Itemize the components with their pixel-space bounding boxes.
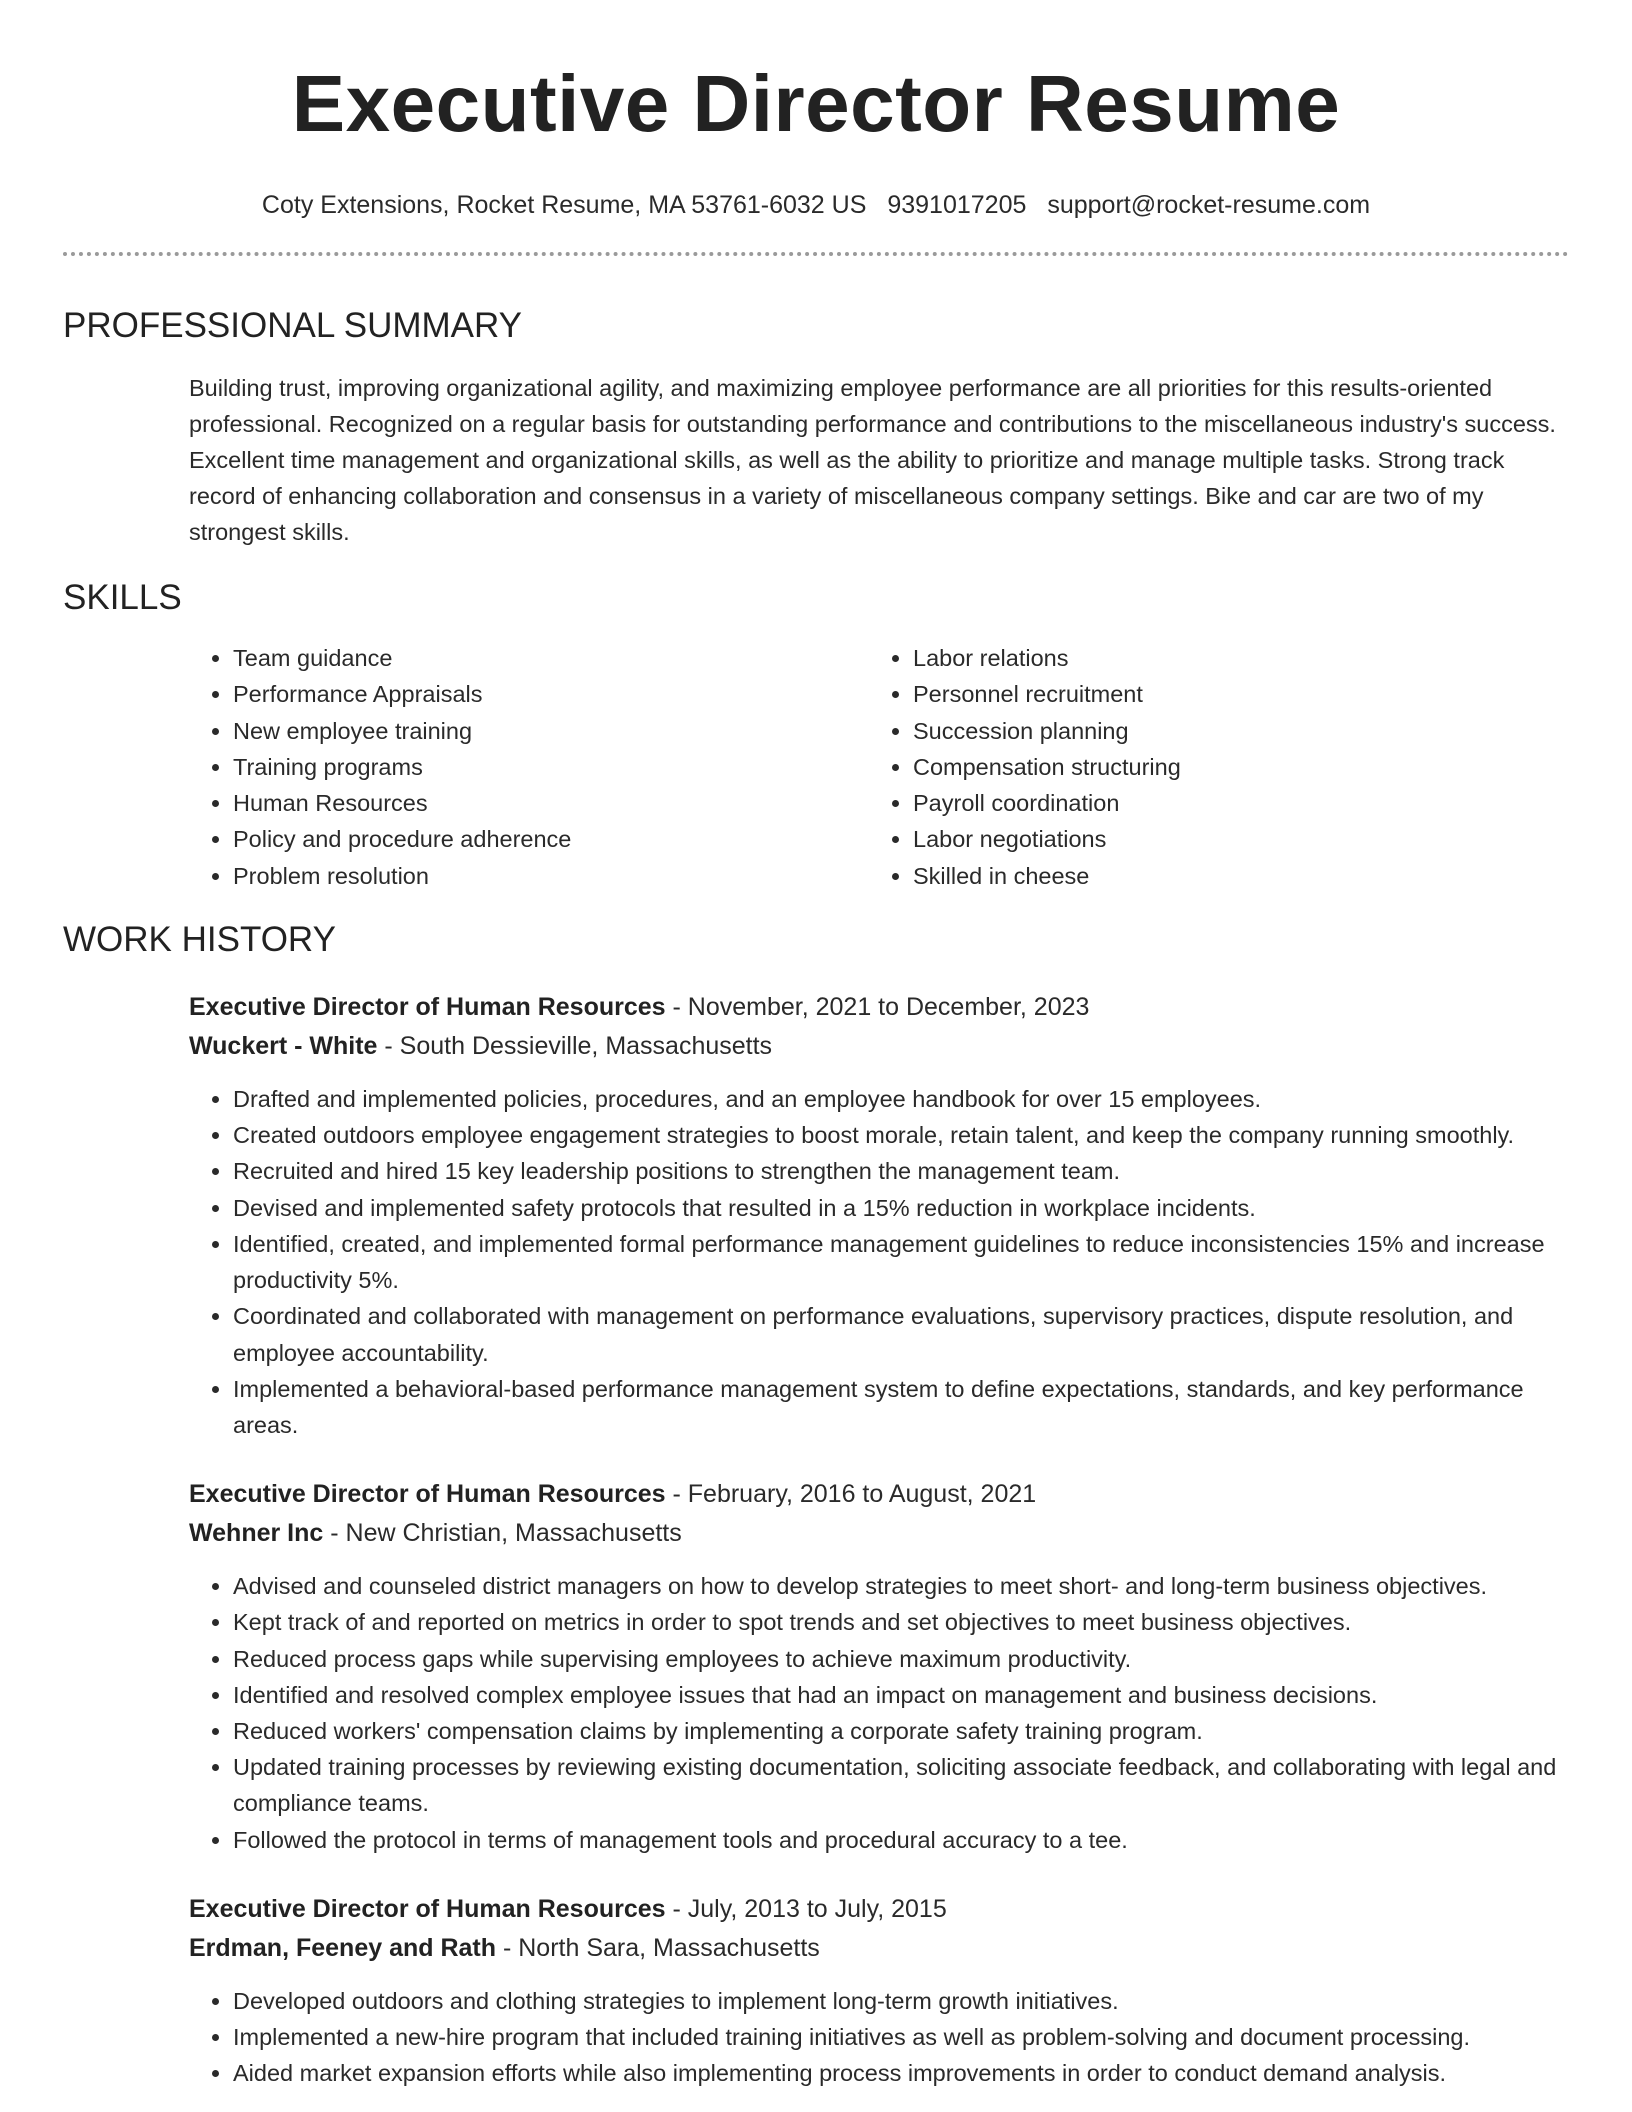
skill-item: • Human Resources (233, 785, 869, 821)
skill-item: • New employee training (233, 713, 869, 749)
job-company: Erdman, Feeney and Rath (189, 1933, 497, 1962)
job-entry (189, 1475, 1569, 1858)
skills-list (189, 640, 1569, 894)
header-divider (63, 252, 1569, 256)
job-bullet: • Aided market expansion efforts while also implementing process improvements in order to conduct demand analysis. (233, 2055, 1569, 2091)
job-title-line (189, 1890, 1569, 1929)
job-bullet: • Devised and implemented safety protocols that resulted in a 15% reduction in workplace incidents. (233, 1190, 1569, 1226)
job-bullets (189, 1568, 1569, 1858)
job-company-line (189, 1027, 1569, 1066)
job-bullet: • Advised and counseled district managers on how to develop strategies to meet short- and long-term business objectives. (233, 1568, 1569, 1604)
skill-item: • Problem resolution (233, 858, 869, 894)
skill-item: • Labor negotiations (913, 821, 1181, 857)
job-title: Executive Director of Human Resources (189, 1894, 666, 1923)
job-title: Executive Director of Human Resources (189, 993, 666, 1022)
job-dates: - February, 2016 to August, 2021 (665, 1480, 1037, 1509)
job-title: Executive Director of Human Resources (189, 1480, 666, 1509)
skill-item: • Compensation structuring (913, 749, 1181, 785)
job-location: - South Dessieville, Massachusetts (377, 1032, 773, 1061)
job-title-line (189, 1475, 1569, 1514)
job-bullet: • Updated training processes by reviewing existing documentation, soliciting associate feedback, and collaborating with legal and compliance teams. (233, 1749, 1569, 1821)
skill-item: • Policy and procedure adherence (233, 821, 869, 857)
job-company: Wehner Inc (189, 1519, 324, 1548)
skill-item: • Skilled in cheese (913, 858, 1181, 894)
work-history-heading: WORK HISTORY (63, 920, 336, 960)
job-bullet: • Identified and resolved complex employee issues that had an impact on management and business decisions. (233, 1677, 1569, 1713)
job-company-line (189, 1929, 1569, 1968)
job-bullet: • Implemented a behavioral-based performance management system to define expectations, standards, and key performance areas. (233, 1371, 1569, 1443)
skill-item: • Labor relations (913, 640, 1181, 676)
contact-line (63, 188, 1569, 222)
skills-heading: SKILLS (63, 578, 182, 617)
job-bullet: • Drafted and implemented policies, procedures, and an employee handbook for over 15 employees. (233, 1081, 1569, 1117)
skill-item: • Personnel recruitment (913, 676, 1181, 712)
skill-item: • Performance Appraisals (233, 676, 869, 712)
job-location: - New Christian, Massachusetts (323, 1519, 682, 1548)
resume-title: Executive Director Resume (291, 59, 1341, 148)
job-bullet: • Followed the protocol in terms of management tools and procedural accuracy to a tee. (233, 1822, 1569, 1858)
job-bullet: • Recruited and hired 15 key leadership positions to strengthen the management team. (233, 1153, 1569, 1189)
job-bullet: • Reduced workers' compensation claims by implementing a corporate safety training program. (233, 1713, 1569, 1749)
job-company-line (189, 1514, 1569, 1553)
job-title-line (189, 988, 1569, 1027)
contact-phone: 9391017205 (887, 191, 1027, 219)
summary-text: Building trust, improving organizational agility, and maximizing employee performance are all priorities for this results-oriented professional. Recognized on a regular basis for outstanding performance and contributions to the miscellaneous industry's success. Excellent time management and organizational skills, as well as the ability to prioritize and manage multiple tasks. Strong track record of enhancing collaboration and consensus in a variety of miscellaneous company settings. Bike and car are two of my strongest skills. (189, 375, 1556, 545)
job-location: - North Sara, Massachusetts (496, 1933, 820, 1962)
job-bullet: • Created outdoors employee engagement strategies to boost morale, retain talent, and keep the company running smoothly. (233, 1117, 1569, 1153)
skill-item: • Training programs (233, 749, 869, 785)
skill-item: • Team guidance (233, 640, 869, 676)
job-bullets (189, 1983, 1569, 2092)
job-bullet: • Developed outdoors and clothing strategies to implement long-term growth initiatives. (233, 1983, 1569, 2019)
skill-item: • Payroll coordination (913, 785, 1181, 821)
job-entry (189, 988, 1569, 1443)
contact-address: Coty Extensions, Rocket Resume, MA 53761-6032 US (261, 191, 867, 219)
skills-column-left (189, 640, 869, 894)
job-bullet: • Reduced process gaps while supervising employees to achieve maximum productivity. (233, 1641, 1569, 1677)
job-entry (189, 1890, 1569, 2092)
contact-email: support@rocket-resume.com (1047, 191, 1371, 219)
job-dates: - November, 2021 to December, 2023 (665, 993, 1090, 1022)
job-company: Wuckert - White (189, 1032, 378, 1061)
job-bullet: • Identified, created, and implemented formal performance management guidelines to reduce inconsistencies 15% and increase productivity 5%. (233, 1226, 1569, 1298)
job-bullets (189, 1081, 1569, 1443)
job-bullet: • Kept track of and reported on metrics in order to spot trends and set objectives to meet business objectives. (233, 1604, 1569, 1640)
job-bullet: • Implemented a new-hire program that included training initiatives as well as problem-solving and document processing. (233, 2019, 1569, 2055)
job-dates: - July, 2013 to July, 2015 (665, 1894, 947, 1923)
summary-heading: PROFESSIONAL SUMMARY (63, 306, 522, 345)
job-bullet: • Coordinated and collaborated with management on performance evaluations, supervisory practices, dispute resolution, and employee accountability. (233, 1298, 1569, 1370)
skills-column-right (869, 640, 1181, 894)
skill-item: • Succession planning (913, 713, 1181, 749)
